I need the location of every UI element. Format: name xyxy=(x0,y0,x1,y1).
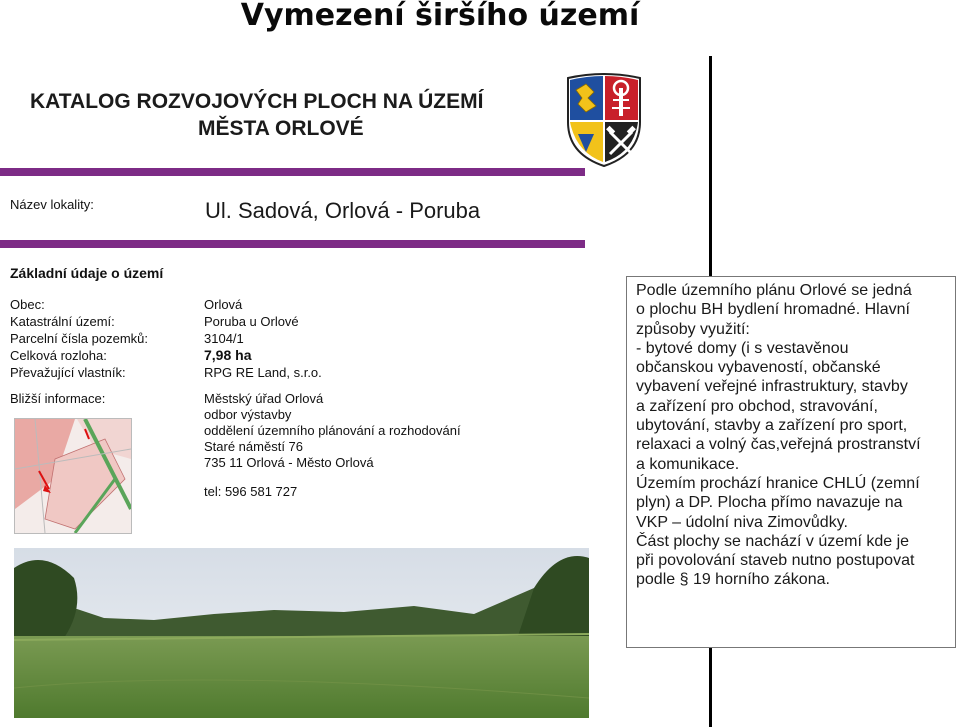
description-line: VKP – údolní niva Zimovůdky. xyxy=(636,513,848,531)
info-value-area: 7,98 ha xyxy=(204,347,252,363)
info-label: Obec: xyxy=(10,297,45,312)
divider-bar-top xyxy=(0,168,585,176)
address-line: Městský úřad Orlová xyxy=(204,391,324,406)
description-line: způsoby využití: xyxy=(636,320,750,338)
info-values xyxy=(204,296,322,381)
info-label: Celková rozloha: xyxy=(10,348,107,363)
catalog-title xyxy=(30,88,570,142)
address-line: Staré náměstí 76 xyxy=(204,439,303,454)
description-line: plyn) a DP. Plocha přímo navazuje na xyxy=(636,494,903,512)
address-line: odbor výstavby xyxy=(204,407,292,422)
description-line: Část plochy se nachází v území kde je xyxy=(636,532,910,550)
address-line: oddělení územního plánování a rozhodování xyxy=(204,423,461,438)
locality-value: Ul. Sadová, Orlová - Poruba xyxy=(205,198,481,223)
description-line: relaxaci a volný čas,veřejná prostranství xyxy=(636,436,921,454)
description-line: a zařízení pro obchod, stravování, xyxy=(636,397,878,415)
locality-label: Název lokality: xyxy=(10,197,94,212)
contact-address xyxy=(204,391,461,471)
site-map-thumbnail xyxy=(14,418,132,534)
description-line: podle § 19 horního zákona. xyxy=(636,571,830,589)
info-value: 3104/1 xyxy=(204,331,244,346)
info-label: Katastrální území: xyxy=(10,314,115,329)
info-value: Orlová xyxy=(204,297,243,312)
description-line: o plochu BH bydlení hromadné. Hlavní xyxy=(636,301,910,319)
description-line: ubytování, stavby a zařízení pro sport, xyxy=(636,417,908,435)
description-line: při povolování staveb nutno postupovat xyxy=(636,552,915,570)
description-line: vybavení veřejné infrastruktury, stavby xyxy=(636,378,908,396)
description-line: Územím prochází hranice CHLÚ (zemní xyxy=(636,474,920,492)
description-line: Podle územního plánu Orlové se jedná xyxy=(636,282,912,299)
info-label: Parcelní čísla pozemků: xyxy=(10,331,149,346)
info-label: Převažující vlastník: xyxy=(10,365,126,380)
coat-of-arms-icon xyxy=(564,72,644,168)
description-line: občanskou vybaveností, občanské xyxy=(636,359,881,377)
slide-title: Vymezení širšího území xyxy=(240,0,640,33)
more-info-label: Bližší informace: xyxy=(10,391,106,406)
description-line: - bytové domy (i s vestavěnou xyxy=(636,339,849,357)
description-line: a komunikace. xyxy=(636,455,740,473)
divider-bar-bottom xyxy=(0,240,585,248)
basic-info-heading: Základní údaje o území xyxy=(10,265,164,281)
address-line: 735 11 Orlová - Město Orlová xyxy=(204,455,374,470)
info-value: RPG RE Land, s.r.o. xyxy=(204,365,322,380)
info-labels xyxy=(10,296,148,381)
catalog-title-line2: MĚSTA ORLOVÉ xyxy=(198,117,364,140)
contact-phone: tel: 596 581 727 xyxy=(204,484,298,499)
catalog-title-line1: KATALOG ROZVOJOVÝCH PLOCH NA ÚZEMÍ xyxy=(30,90,484,113)
site-panorama-photo xyxy=(14,548,589,718)
zoning-description xyxy=(626,276,956,648)
info-value: Poruba u Orlové xyxy=(204,314,299,329)
